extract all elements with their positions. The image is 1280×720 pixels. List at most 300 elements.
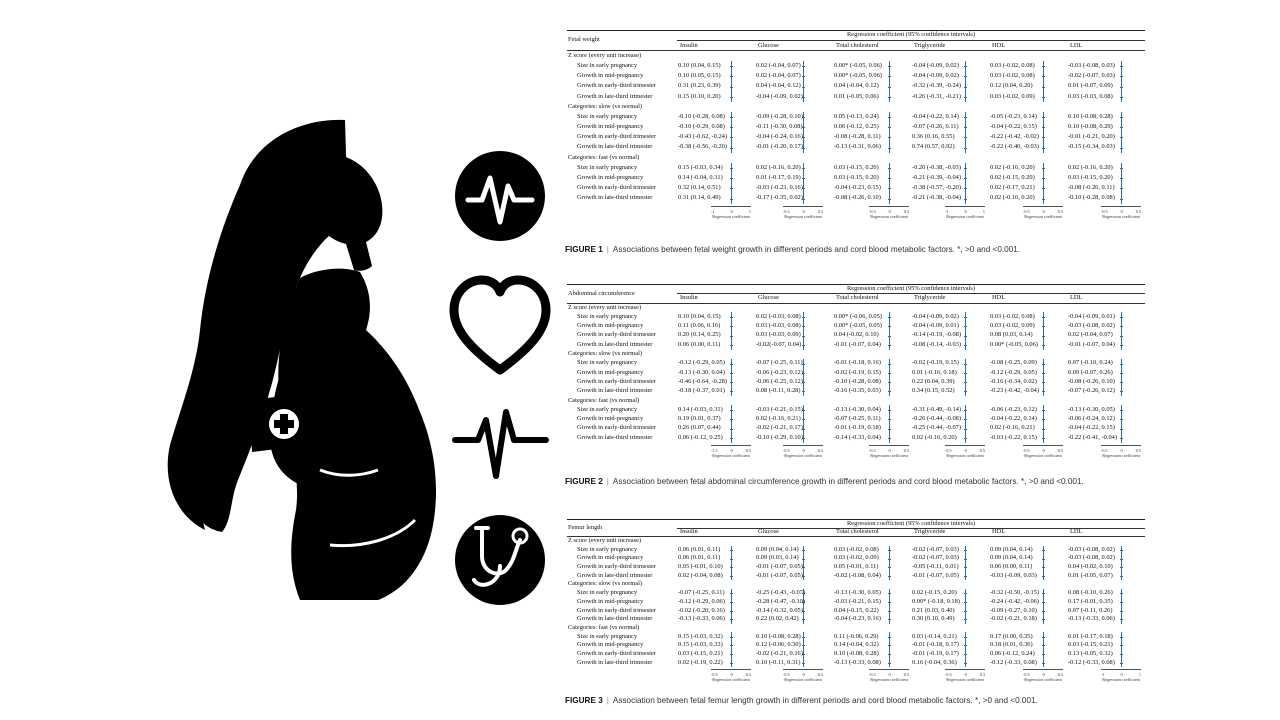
- forest-point: [1042, 567, 1045, 568]
- coefficient-cell: [833, 589, 911, 598]
- forest-point: [1120, 76, 1123, 77]
- axis-label: Regression coefficient: [946, 677, 984, 683]
- forest-point: [1042, 168, 1045, 169]
- forest-point: [730, 117, 733, 118]
- coefficient-value: -0.16 (-0.34, 0.02): [990, 377, 1037, 385]
- forest-point: [1120, 326, 1123, 327]
- coefficient-cell: [1067, 659, 1145, 668]
- row-label: Size in early pregnancy: [577, 632, 638, 640]
- row-label: Size in early pregnancy: [577, 61, 638, 69]
- table-row: [567, 143, 1145, 153]
- coefficient-value: -0.03 (-0.22, 0.15): [990, 433, 1037, 441]
- coefficient-cell: [677, 606, 755, 615]
- axis-tick-label: 0.5: [1135, 208, 1141, 214]
- column-header: HDL: [989, 528, 1067, 537]
- forest-point: [802, 66, 805, 67]
- heart-icon: [454, 280, 546, 370]
- coefficient-value: -0.13 (-0.30, 0.04): [834, 405, 881, 413]
- forest-point: [1042, 419, 1045, 420]
- coefficient-cell: [911, 132, 989, 142]
- coefficient-cell: [677, 71, 755, 81]
- coefficient-cell: [755, 81, 833, 91]
- coefficient-cell: [989, 183, 1067, 193]
- coefficient-value: 0.06 (0.00, 0.11): [990, 563, 1033, 571]
- coefficient-cell: [677, 61, 755, 71]
- axis-label: Regression coefficient: [870, 677, 908, 683]
- coefficient-cell: [677, 340, 755, 349]
- coefficient-cell: [677, 122, 755, 132]
- coefficient-cell: [755, 615, 833, 624]
- figure-1-table: [567, 30, 1145, 226]
- coefficient-value: -0.06 (-0.24, 0.12): [1068, 415, 1115, 423]
- axis-tick-label: 0.3: [903, 447, 909, 453]
- axis-tick-label: 0: [1042, 672, 1045, 678]
- coefficient-value: -0.22 (-0.42, -0.02): [990, 133, 1039, 141]
- coefficient-value: 0.22 (0.04, 0.39): [912, 377, 955, 385]
- coefficient-cell: [1067, 92, 1145, 102]
- row-label: Growth in late-third trimester: [577, 387, 653, 395]
- coefficient-cell: [911, 92, 989, 102]
- coefficient-cell: [989, 331, 1067, 340]
- coefficient-cell: [833, 143, 911, 153]
- forest-point: [730, 576, 733, 577]
- coefficient-cell: [755, 632, 833, 641]
- axis-label: Regression coefficient: [1102, 452, 1140, 458]
- axis-tick-label: 0: [730, 672, 733, 678]
- axis-tick-label: 0.3: [817, 208, 823, 214]
- coefficient-cell: [989, 81, 1067, 91]
- forest-point: [730, 168, 733, 169]
- forest-point: [730, 336, 733, 337]
- forest-point: [1042, 137, 1045, 138]
- coefficient-cell: [911, 143, 989, 153]
- coefficient-value: -0.09 (-0.27, 0.10): [990, 606, 1037, 614]
- heartbeat-icon: [455, 151, 545, 241]
- forest-point: [964, 611, 967, 612]
- coefficient-cell: [755, 387, 833, 396]
- coefficient-value: -0.07 (-0.26, 0.12): [1068, 387, 1115, 395]
- forest-point: [1120, 364, 1123, 365]
- coefficient-value: -0.02 (-0.21, 0.17): [756, 424, 803, 432]
- forest-point: [1120, 127, 1123, 128]
- forest-point: [964, 645, 967, 646]
- table-row: [567, 632, 1145, 641]
- coefficient-value: -0.06 (-0.23, 0.12): [990, 405, 1037, 413]
- coefficient-value: 0.03 (-0.02, 0.09): [990, 322, 1035, 330]
- column-header: Triglyceride: [911, 294, 989, 303]
- coefficient-cell: [1067, 183, 1145, 193]
- axis-tick-label: 0.3: [903, 672, 909, 678]
- coefficient-cell: [677, 112, 755, 122]
- coefficient-value: 0.12 (0.04, 0.20): [990, 82, 1033, 90]
- figure-2-table: [567, 284, 1145, 465]
- axis-label: Regression coefficient: [946, 452, 984, 458]
- coefficient-value: 0.06 (-0.12, 0.25): [834, 123, 879, 131]
- coefficient-value: 0.02 (-0.16, 0.20): [912, 433, 957, 441]
- coefficient-value: -0.03 (-0.23, 0.16): [756, 184, 803, 192]
- forest-point: [730, 87, 733, 88]
- axis-scale: [711, 206, 751, 219]
- forest-point: [964, 438, 967, 439]
- forest-point: [730, 391, 733, 392]
- coefficient-value: -0.04 (-0.22, 0.14): [990, 415, 1037, 423]
- coefficient-value: -0.12 (-0.29, 0.06): [678, 597, 725, 605]
- forest-point: [964, 97, 967, 98]
- coefficient-cell: [1067, 632, 1145, 641]
- axis-tick-label: 0: [802, 672, 805, 678]
- coefficient-value: -0.12 (-0.33, 0.08): [1068, 658, 1115, 666]
- axis-tick-label: -0.5: [1023, 447, 1030, 453]
- forest-point: [730, 317, 733, 318]
- coefficient-value: 0.03 (-0.02, 0.08): [990, 61, 1035, 69]
- axis-tick-label: -0.5: [1101, 208, 1108, 214]
- coefficient-value: 0.02 (-0.03, 0.08): [756, 312, 801, 320]
- coefficient-cell: [989, 387, 1067, 396]
- figure-3-table: [567, 519, 1145, 689]
- coefficient-cell: [833, 61, 911, 71]
- forest-point: [1042, 550, 1045, 551]
- forest-point: [1042, 178, 1045, 179]
- coefficient-value: 0.02 (-0.17, 0.21): [990, 184, 1035, 192]
- coefficient-value: 0.03 (-0.03, 0.09): [756, 331, 801, 339]
- coefficient-cell: [989, 173, 1067, 183]
- row-label: Growth in mid-pregnancy: [577, 72, 644, 80]
- forest-point: [964, 419, 967, 420]
- coefficient-cell: [833, 563, 911, 572]
- forest-point: [1120, 438, 1123, 439]
- forest-point: [730, 97, 733, 98]
- coefficient-cell: [1067, 415, 1145, 424]
- coefficient-cell: [755, 433, 833, 442]
- coefficient-cell: [677, 331, 755, 340]
- axis-label: Regression coefficient: [784, 213, 822, 219]
- forest-point: [964, 148, 967, 149]
- forest-point: [1120, 178, 1123, 179]
- coefficient-cell: [755, 368, 833, 377]
- coefficient-value: -0.04 (-0.09, 0.02): [756, 92, 803, 100]
- coefficient-value: -0.01 (-0.19, 0.18): [834, 424, 881, 432]
- forest-point: [730, 611, 733, 612]
- coefficient-cell: [911, 81, 989, 91]
- axis-tick-label: 0: [888, 447, 891, 453]
- table-row: [567, 424, 1145, 433]
- forest-point: [730, 619, 733, 620]
- axis-label: Regression coefficient: [784, 677, 822, 683]
- coefficient-cell: [989, 368, 1067, 377]
- coefficient-cell: [833, 359, 911, 368]
- coefficient-value: -0.10 (-0.28, 0.08): [678, 112, 725, 120]
- coefficient-cell: [677, 92, 755, 102]
- forest-point: [964, 637, 967, 638]
- table-row: [567, 112, 1145, 122]
- coefficient-cell: [989, 650, 1067, 659]
- coefficient-cell: [989, 433, 1067, 442]
- coefficient-value: -0.01 (-0.07, 0.04): [834, 340, 881, 348]
- coefficient-cell: [833, 81, 911, 91]
- forest-point: [1042, 117, 1045, 118]
- forest-point: [888, 373, 891, 374]
- forest-point: [1042, 438, 1045, 439]
- coefficient-value: 0.03 (-0.15, 0.20): [834, 174, 879, 182]
- axis-label: Regression coefficient: [1024, 452, 1062, 458]
- coefficient-cell: [833, 659, 911, 668]
- forest-point: [964, 345, 967, 346]
- forest-point: [1042, 326, 1045, 327]
- row-label: Size in early pregnancy: [577, 312, 638, 320]
- category-label: Categories: slow (vs normal): [568, 350, 643, 358]
- coefficient-cell: [1067, 122, 1145, 132]
- coefficient-value: 0.19 (0.01, 0.37): [678, 415, 721, 423]
- coefficient-value: 0.22 (0.02, 0.42): [756, 615, 799, 623]
- coefficient-cell: [989, 359, 1067, 368]
- coefficient-cell: [677, 143, 755, 153]
- forest-point: [1120, 137, 1123, 138]
- coefficient-value: 0.00* (-0.06, 0.05): [834, 312, 882, 320]
- forest-point: [1042, 429, 1045, 430]
- table-row: [567, 650, 1145, 659]
- forest-point: [888, 345, 891, 346]
- coefficient-value: -0.32 (-0.50, -0.15): [990, 589, 1039, 597]
- forest-point: [802, 336, 805, 337]
- coefficient-value: 0.20 (0.14, 0.25): [678, 331, 721, 339]
- coefficient-value: 0.02 (-0.15, 0.20): [990, 174, 1035, 182]
- coefficient-cell: [677, 405, 755, 414]
- coefficient-value: 0.31 (0.23, 0.39): [678, 82, 721, 90]
- coefficient-value: -0.12 (-0.29, 0.05): [990, 368, 1037, 376]
- coefficient-cell: [755, 322, 833, 331]
- forest-point: [730, 637, 733, 638]
- coefficient-value: 0.30 (0.10, 0.49): [912, 615, 955, 623]
- coefficient-value: 0.09 (0.03, 0.14): [756, 554, 799, 562]
- forest-point: [730, 593, 733, 594]
- forest-point: [802, 619, 805, 620]
- forest-point: [1042, 66, 1045, 67]
- table-row: [567, 546, 1145, 555]
- forest-point: [888, 188, 891, 189]
- coefficient-cell: [1067, 405, 1145, 414]
- forest-point: [888, 66, 891, 67]
- forest-point: [888, 637, 891, 638]
- coefficient-cell: [911, 71, 989, 81]
- coefficient-value: -0.06 (-0.25, 0.12): [756, 377, 803, 385]
- axis-tick-label: 1: [982, 208, 985, 214]
- coefficient-cell: [911, 368, 989, 377]
- coefficient-value: 0.10 (0.04, 0.15): [678, 312, 721, 320]
- forest-point: [964, 178, 967, 179]
- table-row: [567, 405, 1145, 414]
- coefficient-value: 0.21 (0.03, 0.40): [912, 606, 955, 614]
- coefficient-cell: [911, 322, 989, 331]
- coefficient-cell: [755, 183, 833, 193]
- forest-point: [964, 654, 967, 655]
- coefficient-cell: [833, 173, 911, 183]
- coefficient-cell: [1067, 641, 1145, 650]
- forest-point: [730, 645, 733, 646]
- row-label: Growth in mid-pregnancy: [577, 641, 644, 649]
- coefficient-value: 0.15 (-0.03, 0.33): [678, 641, 723, 649]
- coefficient-cell: [911, 615, 989, 624]
- forest-point: [888, 76, 891, 77]
- axis-tick-label: -0.3: [869, 672, 876, 678]
- axis-tick-label: -1.5: [711, 447, 718, 453]
- coefficient-cell: [911, 433, 989, 442]
- column-header: Glucose: [755, 528, 833, 537]
- coefficient-value: 0.02 (-0.16, 0.20): [1068, 163, 1113, 171]
- category-label: Categories: fast (vs normal): [568, 396, 640, 404]
- column-header: Insulin: [677, 294, 755, 303]
- coefficient-cell: [833, 554, 911, 563]
- forest-point: [888, 97, 891, 98]
- coefficient-value: 0.00* (-0.05, 0.05): [834, 322, 882, 330]
- table-row: [567, 132, 1145, 142]
- forest-point: [1120, 567, 1123, 568]
- forest-point: [1120, 199, 1123, 200]
- coefficient-value: -0.13 (-0.33, 0.06): [1068, 615, 1115, 623]
- coefficient-cell: [989, 632, 1067, 641]
- forest-point: [1042, 391, 1045, 392]
- row-label: Growth in early-third trimester: [577, 184, 656, 192]
- axis-tick-label: 0: [964, 208, 967, 214]
- coefficient-cell: [755, 415, 833, 424]
- coefficient-cell: [911, 173, 989, 183]
- forest-point: [730, 66, 733, 67]
- axis-tick-label: 0.5: [1135, 447, 1141, 453]
- forest-point: [888, 550, 891, 551]
- row-label: Growth in late-third trimester: [577, 571, 653, 579]
- column-header: Triglyceride: [911, 528, 989, 537]
- forest-point: [730, 419, 733, 420]
- table-row: [567, 572, 1145, 581]
- coefficient-value: -0.03 (-0.09, 0.03): [990, 571, 1037, 579]
- forest-point: [1120, 619, 1123, 620]
- coefficient-cell: [989, 415, 1067, 424]
- coefficient-cell: [677, 163, 755, 173]
- forest-point: [1042, 593, 1045, 594]
- coefficient-value: 0.13 (-0.05, 0.32): [1068, 649, 1113, 657]
- forest-point: [888, 364, 891, 365]
- coefficient-cell: [989, 572, 1067, 581]
- axis-label: Regression coefficient: [946, 213, 984, 219]
- axis-label: Regression coefficient: [1024, 677, 1062, 683]
- category-label: Z score (every unit increase): [568, 303, 642, 311]
- coefficient-cell: [677, 641, 755, 650]
- column-header: HDL: [989, 41, 1067, 51]
- forest-point: [1042, 410, 1045, 411]
- coefficient-value: -0.07 (-0.26, 0.11): [912, 123, 959, 131]
- forest-point: [888, 645, 891, 646]
- axis-row: [567, 443, 1145, 465]
- coefficient-value: -0.01 (-0.20, 0.17): [756, 143, 803, 151]
- coefficient-value: 0.06 (0.01, 0.11): [678, 545, 721, 553]
- coefficient-cell: [677, 132, 755, 142]
- figure-1-caption: FIGURE 1 | Associations between fetal weight growth in different periods and cord blood metabolic factors. *, >0 and <0.001.: [565, 245, 1021, 254]
- measure-label: Femur length: [567, 520, 677, 537]
- coefficient-value: -0.17 (-0.35, 0.02): [756, 194, 803, 202]
- coefficient-cell: [989, 322, 1067, 331]
- forest-point: [802, 178, 805, 179]
- axis-tick-label: 0.5: [1057, 447, 1063, 453]
- forest-point: [964, 576, 967, 577]
- coefficient-value: -0.02 (-0.08, 0.04): [834, 571, 881, 579]
- forest-point: [802, 168, 805, 169]
- coefficient-value: -0.21 (-0.39, -0.04): [912, 174, 961, 182]
- coefficient-value: 0.03 (-0.03, 0.08): [1068, 92, 1113, 100]
- coefficient-value: 0.02 (-0.19, 0.22): [678, 658, 723, 666]
- axis-tick-label: -0.3: [783, 208, 790, 214]
- forest-point: [964, 602, 967, 603]
- coefficient-value: 0.05 (-0.13, 0.24): [834, 112, 879, 120]
- coefficient-value: -0.04 (-0.09, 0.01): [1068, 312, 1115, 320]
- axis-scale: [869, 669, 909, 682]
- coefficient-value: 0.06 (0.01, 0.11): [678, 554, 721, 562]
- table-row: [567, 563, 1145, 572]
- coefficient-cell: [677, 194, 755, 204]
- coefficient-cell: [989, 112, 1067, 122]
- forest-point: [730, 137, 733, 138]
- coefficient-cell: [1067, 163, 1145, 173]
- coefficient-cell: [989, 615, 1067, 624]
- coefficient-cell: [1067, 615, 1145, 624]
- coefficient-value: -0.21 (-0.38, -0.04): [912, 194, 961, 202]
- coefficient-value: -0.07 (-0.25, 0.11): [678, 589, 725, 597]
- coefficient-cell: [755, 424, 833, 433]
- coefficient-value: -0.22 (-0.41, -0.04): [1068, 433, 1117, 441]
- forest-point: [1042, 199, 1045, 200]
- forest-point: [730, 199, 733, 200]
- forest-point: [1120, 373, 1123, 374]
- coefficient-cell: [1067, 331, 1145, 340]
- forest-point: [1042, 317, 1045, 318]
- coefficient-cell: [755, 312, 833, 321]
- coefficient-cell: [755, 572, 833, 581]
- axis-tick-label: 0: [1042, 447, 1045, 453]
- coefficient-value: -0.02 (-0.07, 0.03): [912, 554, 959, 562]
- coefficient-value: -0.03 (-0.21, 0.15): [834, 597, 881, 605]
- coefficient-value: 0.01 (-0.05, 0.06): [834, 92, 879, 100]
- axis-label: Regression coefficient: [870, 452, 908, 458]
- column-header: Glucose: [755, 41, 833, 51]
- axis-label: Regression coefficient: [1024, 213, 1062, 219]
- forest-point: [730, 663, 733, 664]
- axis-tick-label: -0.3: [869, 447, 876, 453]
- coefficient-cell: [677, 546, 755, 555]
- coefficient-cell: [677, 359, 755, 368]
- coefficient-value: -0.22 (-0.40, -0.03): [990, 143, 1039, 151]
- coefficient-cell: [833, 331, 911, 340]
- coefficient-value: 0.06 (-0.12, 0.24): [990, 649, 1035, 657]
- table-row: [567, 71, 1145, 81]
- coefficient-value: 0.32 (0.14, 0.51): [678, 184, 721, 192]
- coefficient-value: 0.03 (-0.02, 0.08): [990, 312, 1035, 320]
- coefficient-value: -0.04 (-0.09, 0.02): [912, 312, 959, 320]
- coefficient-value: 0.10 (0.04, 0.15): [678, 61, 721, 69]
- coefficient-value: -0.03 (-0.21, 0.15): [756, 405, 803, 413]
- table-row: [567, 163, 1145, 173]
- axis-scale: [945, 206, 985, 219]
- forest-point: [730, 188, 733, 189]
- coefficient-cell: [677, 554, 755, 563]
- table-row: [567, 331, 1145, 340]
- forest-point: [1120, 611, 1123, 612]
- coefficient-cell: [911, 632, 989, 641]
- forest-point: [964, 373, 967, 374]
- coefficient-value: 0.11 (-0.06, 0.29): [834, 632, 879, 640]
- row-label: Growth in late-third trimester: [577, 340, 653, 348]
- axis-scale: [1101, 669, 1141, 682]
- figure-3-caption: FIGURE 3 | Association between fetal femur length growth in different periods and cord blood metabolic factors. *, >0 and <0.001.: [565, 696, 1038, 705]
- coefficient-value: 0.02 (-0.16, 0.20): [756, 163, 801, 171]
- axis-label: Regression coefficient: [712, 677, 750, 683]
